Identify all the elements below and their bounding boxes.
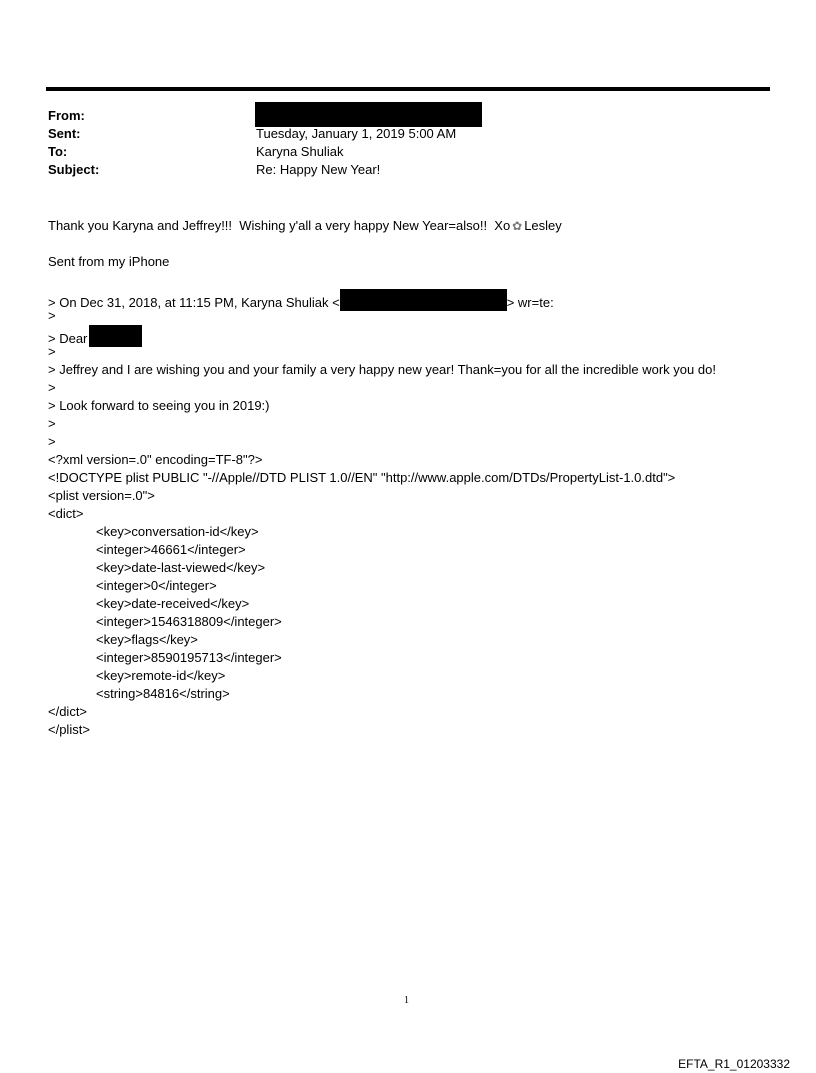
- plist-entry: <integer>0</integer>: [96, 578, 217, 593]
- plist-entry: <integer>8590195713</integer>: [96, 650, 282, 665]
- from-label: From:: [48, 108, 85, 123]
- to-label: To:: [48, 144, 68, 159]
- quote-gt: >: [48, 308, 56, 323]
- redacted-from: [255, 102, 482, 127]
- plist-entry: <key>conversation-id</key>: [96, 524, 259, 539]
- subject-label: Subject:: [48, 162, 100, 177]
- quote-gt: >: [48, 344, 56, 359]
- dict-open: <dict>: [48, 506, 84, 521]
- plist-entry: <integer>46661</integer>: [96, 542, 246, 557]
- doctype-line: <!DOCTYPE plist PUBLIC "-//Apple//DTD PLIST 1.0//EN" "http://www.apple.com/DTDs/PropertyList-1.0.dtd">: [48, 470, 676, 485]
- quote-gt: >: [48, 434, 56, 449]
- plist-entry: <key>date-received</key>: [96, 596, 250, 611]
- sent-label: Sent:: [48, 126, 81, 141]
- dear-line: > Dear: [48, 325, 142, 348]
- plist-entry: <string>84816</string>: [96, 686, 230, 701]
- plist-entry: <integer>1546318809</integer>: [96, 614, 282, 629]
- thanks-line: Thank you Karyna and Jeffrey!!! Wishing y'all a very happy New Year=also!! Xo ✿ Lesley: [48, 218, 562, 233]
- sent-value: Tuesday, January 1, 2019 5:00 AM: [256, 126, 457, 141]
- redacted-email: [340, 289, 507, 311]
- quote-header-line: > On Dec 31, 2018, at 11:15 PM, Karyna Shuliak < > wr=te:: [48, 289, 554, 312]
- plist-close: </plist>: [48, 722, 90, 737]
- xml-declaration: <?xml version=.0" encoding=TF-8"?>: [48, 452, 263, 467]
- header-rule: [46, 87, 770, 91]
- wish-line: > Jeffrey and I are wishing you and your family a very happy new year! Thank=you for all the incredible work you do!: [48, 362, 716, 377]
- plist-entry: <key>flags</key>: [96, 632, 198, 647]
- to-value: Karyna Shuliak: [256, 144, 344, 159]
- quote-gt: >: [48, 416, 56, 431]
- dict-close: </dict>: [48, 704, 88, 719]
- plist-open: <plist version=.0">: [48, 488, 155, 503]
- plist-entry: <key>remote-id</key>: [96, 668, 226, 683]
- page-number: 1: [404, 995, 409, 1006]
- signature-line: Sent from my iPhone: [48, 254, 170, 269]
- look-forward-line: > Look forward to seeing you in 2019:): [48, 398, 270, 413]
- document-id: EFTA_R1_01203332: [678, 1057, 790, 1071]
- quote-gt: >: [48, 380, 56, 395]
- flower-icon: ✿: [512, 219, 523, 233]
- redacted-name: [89, 325, 142, 347]
- subject-value: Re: Happy New Year!: [256, 162, 381, 177]
- plist-entry: <key>date-last-viewed</key>: [96, 560, 266, 575]
